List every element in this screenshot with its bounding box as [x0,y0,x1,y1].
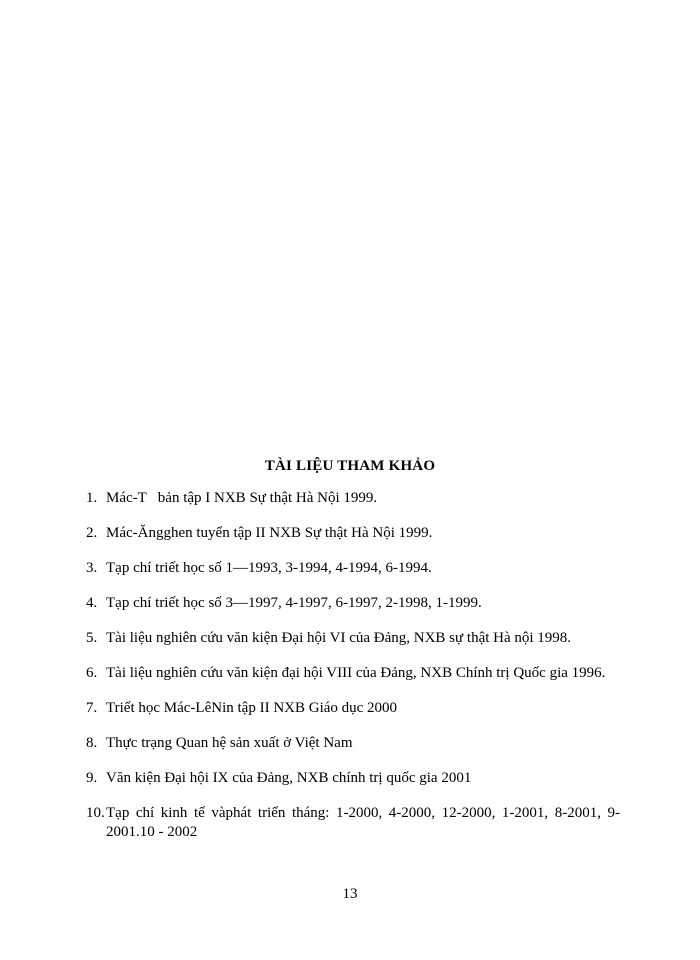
reference-text: Tài liệu nghiên cứu văn kiện đại hội VIII của Đảng, NXB Chính trị Quốc gia 1996. [106,665,606,681]
reference-item [86,769,620,788]
page-number: 13 [342,886,358,902]
reference-number: 4. [86,595,98,611]
references-title: TÀI LIỆU THAM KHẢO [264,458,436,474]
reference-text: Tạp chí triết học số 3—1997, 4-1997, 6-1997, 2-1998, 1-1999. [106,595,482,611]
reference-text: Tạp chí kinh tế vàphát triển tháng: 1-2000, 4-2000, 12-2000, 1-2001, 8-2001, 9-2001.10 - 2002 [106,805,620,840]
reference-number: 6. [86,665,98,681]
reference-item [86,594,620,613]
reference-item [86,734,620,753]
reference-text: Mác-Ăngghen tuyển tập II NXB Sự thật Hà Nội 1999. [106,525,433,541]
reference-item [86,664,620,683]
reference-number: 5. [86,630,98,646]
reference-item [86,489,620,508]
reference-number: 2. [86,525,98,541]
reference-number: 1. [86,490,98,506]
reference-item [86,559,620,578]
reference-text: Văn kiện Đại hội IX của Đảng, NXB chính trị quốc gia 2001 [106,770,472,786]
reference-text: Tạp chí triết học số 1—1993, 3-1994, 4-1994, 6-1994. [106,560,432,576]
reference-text: Tài liệu nghiên cứu văn kiện Đại hội VI của Đảng, NXB sự thật Hà nội 1998. [106,630,572,646]
reference-number: 9. [86,770,98,786]
reference-text: Triết học Mác-LêNin tập II NXB Giáo dục 2000 [106,700,398,716]
reference-item [86,524,620,543]
reference-list [86,489,620,858]
reference-text: Mác-T bản tập I NXB Sự thật Hà Nội 1999. [106,490,378,506]
reference-number: 3. [86,560,98,576]
reference-item [86,629,620,648]
reference-item [86,699,620,718]
reference-item [86,804,620,842]
reference-number: 7. [86,700,98,716]
reference-text: Thực trạng Quan hệ sản xuất ở Việt Nam [106,735,353,751]
reference-number: 10. [86,805,105,821]
reference-number: 8. [86,735,98,751]
